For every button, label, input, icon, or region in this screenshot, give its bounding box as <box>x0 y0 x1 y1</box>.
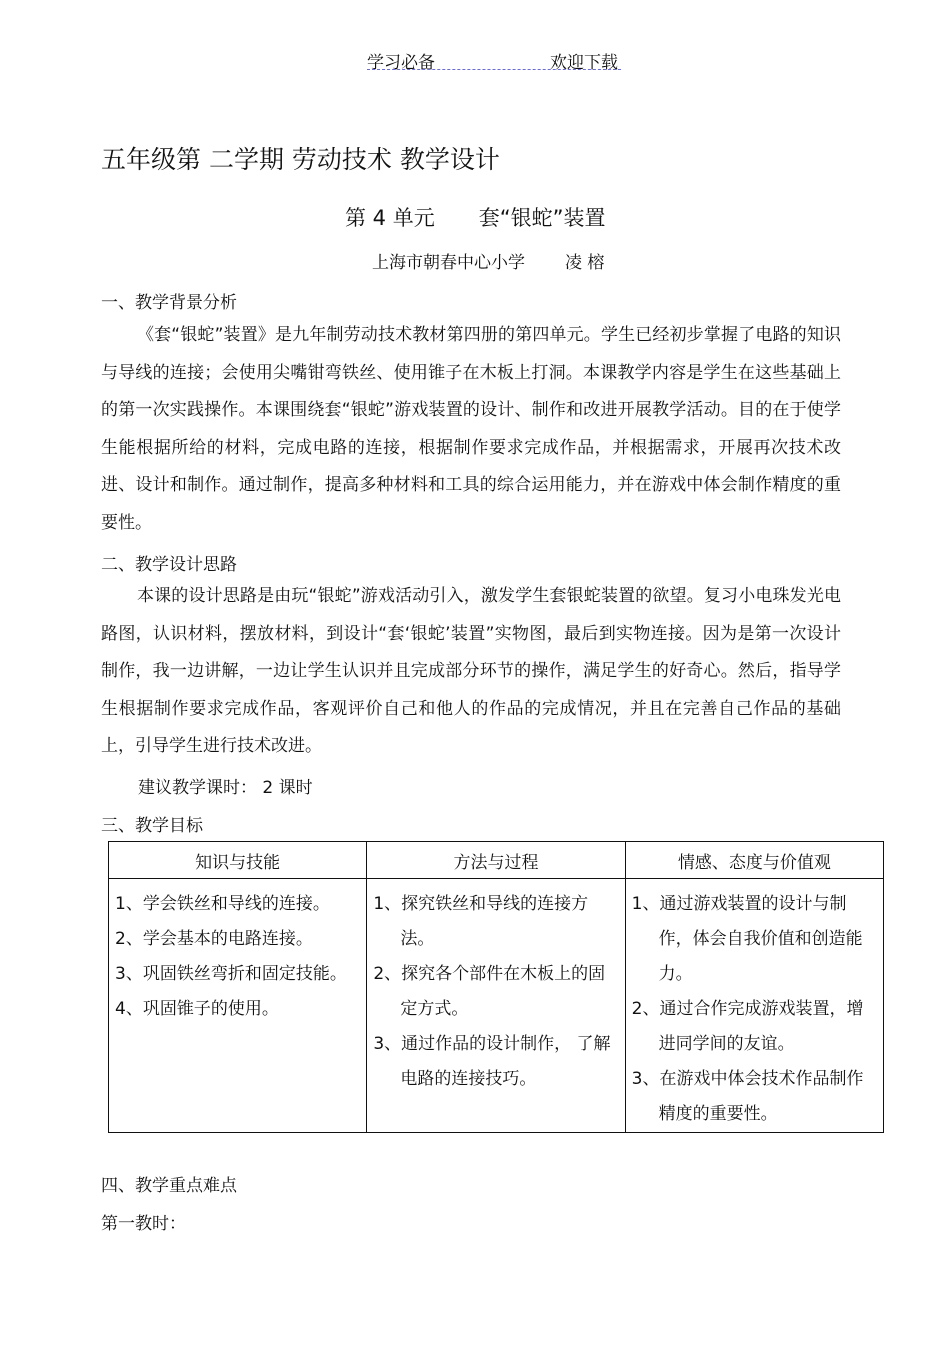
section-heading-2: 二、教学设计思路 <box>101 555 237 575</box>
goals-header-method: 方法与过程 <box>367 842 625 879</box>
school-name: 上海市朝春中心小学 <box>372 253 525 273</box>
section-heading-4: 四、教学重点难点 <box>101 1176 237 1196</box>
background-paragraph: 《套“银蛇”装置》是九年制劳动技术教材第四册的第四单元。学生已经初步掌握了电路的知识与导线的连接；会使用尖嘴钳弯铁丝、使用锥子在木板上打洞。本课教学内容是学生在这些基础上的第一次实践操作。本课围绕套“银蛇”游戏装置的设计、制作和改进开展教学活动。目的在于使学生能根据所给的材料，完成电路的连接，根据制作要求完成作品，并根据需求，开展再次技术改进、设计和制作。通过制作，提高多种材料和工具的综合运用能力，并在游戏中体会制作精度的重要性。 <box>101 325 841 533</box>
header-left-text: 学习必备 <box>367 53 435 73</box>
list-item: 2、通过合作完成游戏装置，增进同学间的友谊。 <box>631 999 864 1054</box>
design-paragraph: 本课的设计思路是由玩“银蛇”游戏活动引入，激发学生套银蛇装置的欲望。复习小电珠发光电路图，认识材料，摆放材料，到设计“套‘银蛇’装置”实物图，最后到实物连接。因为是第一次设计制作，我一边讲解，一边让学生认识并且完成部分环节的操作，满足学生的好奇心。然后，指导学生根据制作要求完成作品，客观评价自己和他人的作品的完成情况，并且在完善自己作品的基础上，引导学生进行技术改进。 <box>101 586 841 757</box>
list-item: 2、探究各个部件在木板上的固定方式。 <box>373 964 606 1019</box>
goals-col-emotion <box>625 879 883 1133</box>
goals-col-method <box>367 879 625 1133</box>
section-heading-1: 一、教学背景分析 <box>101 293 237 313</box>
list-item: 4、巩固锥子的使用。 <box>115 999 279 1019</box>
author-name: 凌 榕 <box>565 253 605 273</box>
document-title: 五年级第 二学期 劳动技术 教学设计 <box>101 145 500 174</box>
list-item: 1、学会铁丝和导线的连接。 <box>115 894 330 914</box>
list-item: 3、巩固铁丝弯折和固定技能。 <box>115 964 347 984</box>
section-heading-3: 三、教学目标 <box>101 816 203 836</box>
goals-col-knowledge <box>109 879 367 1133</box>
lesson-one-label: 第一教时： <box>101 1214 186 1234</box>
goals-table <box>108 841 884 1133</box>
list-item: 1、通过游戏装置的设计与制作，体会自我价值和创造能力。 <box>631 894 863 984</box>
suggested-hours: 建议教学课时： 2 课时 <box>138 778 313 798</box>
goals-header-knowledge: 知识与技能 <box>109 842 367 879</box>
header-right-text: 欢迎下载 <box>550 53 618 73</box>
list-item: 1、探究铁丝和导线的连接方法。 <box>373 894 589 949</box>
unit-name: 套“银蛇”装置 <box>478 206 606 230</box>
author-line <box>372 248 604 273</box>
goals-header-emotion: 情感、态度与价值观 <box>625 842 883 879</box>
list-item: 2、学会基本的电路连接。 <box>115 929 313 949</box>
header-divider <box>367 69 621 70</box>
unit-label: 第 4 单元 <box>345 206 435 230</box>
list-item: 3、在游戏中体会技术作品制作精度的重要性。 <box>631 1069 864 1124</box>
unit-heading <box>345 202 605 232</box>
list-item: 3、通过作品的设计制作， 了解电路的连接技巧。 <box>373 1034 611 1089</box>
